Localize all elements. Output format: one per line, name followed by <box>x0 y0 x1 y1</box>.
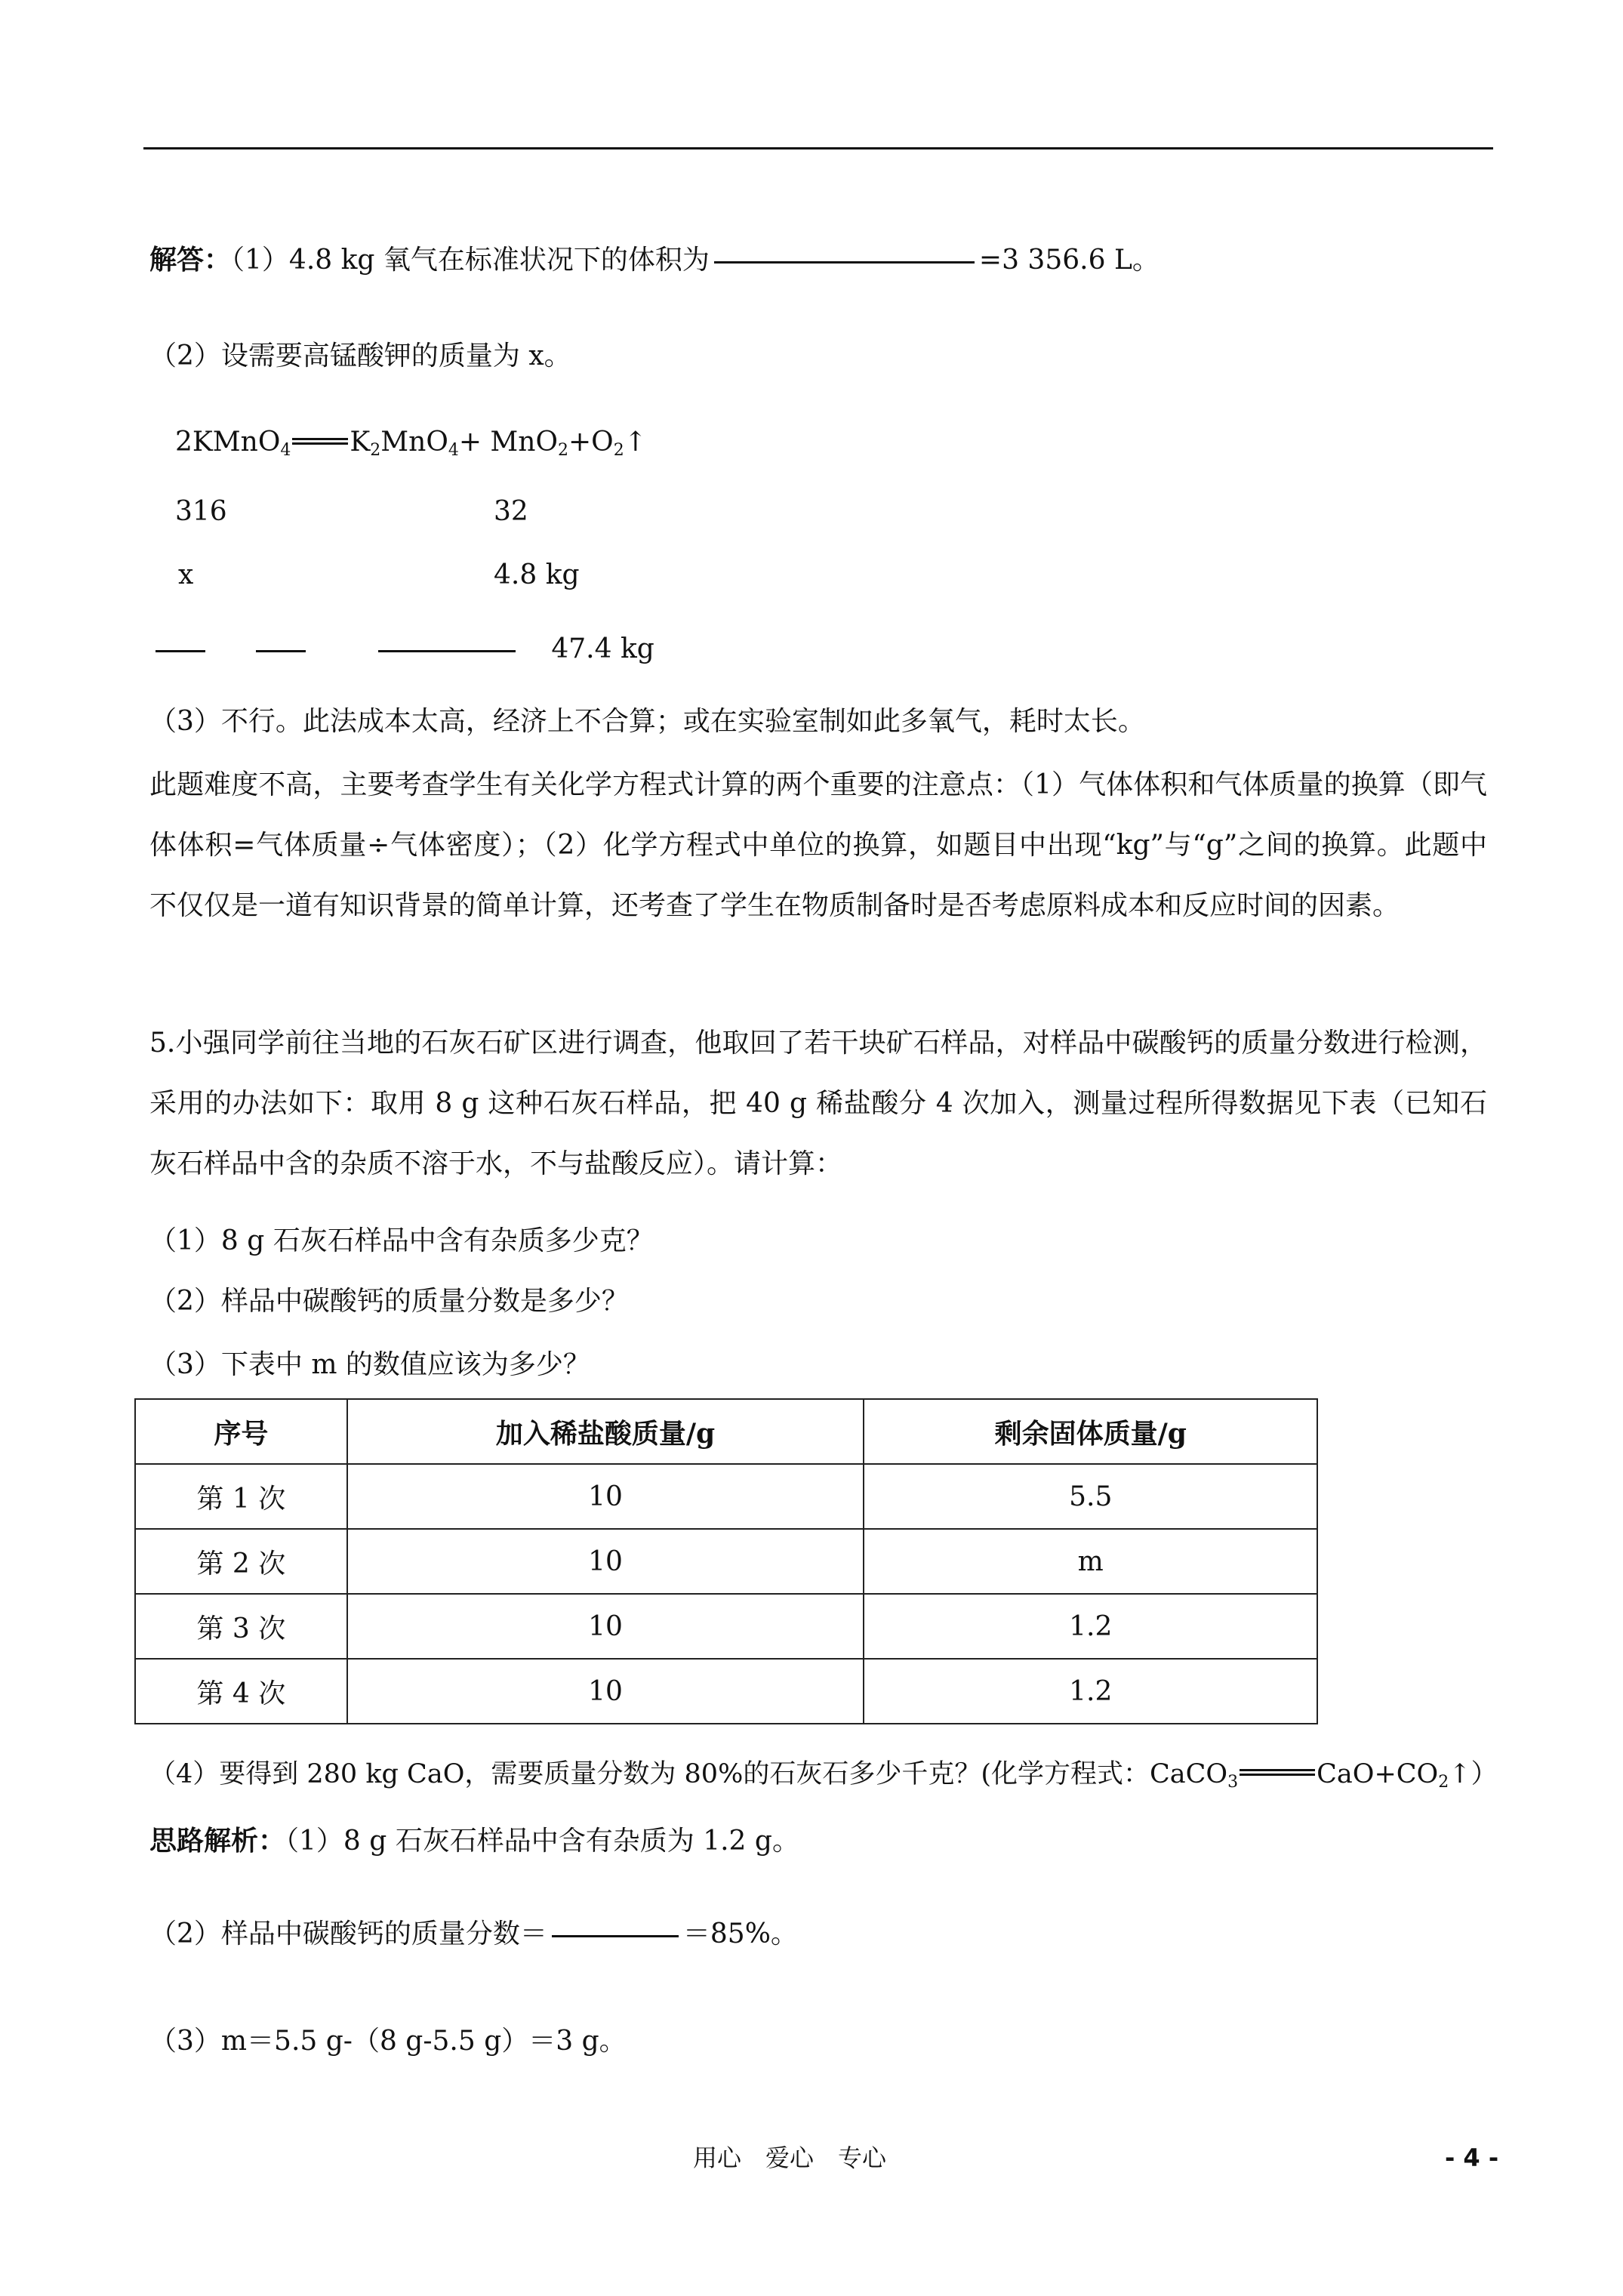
solution-label: 思路解析： <box>149 1825 286 1857</box>
table-cell: 5.5 <box>864 1464 1317 1529</box>
answer-result: 47.4 kg <box>551 633 654 664</box>
solution-s2-line <box>149 1918 798 1951</box>
table-header-row <box>135 1399 1317 1464</box>
table-cell: 10 <box>347 1659 864 1724</box>
fraction-bar <box>552 1935 679 1937</box>
molar-mass-right: 32 <box>494 496 528 527</box>
solution-s2-result: ＝85%。 <box>682 1918 798 1949</box>
up-arrow-icon: ↑） <box>1449 1759 1498 1789</box>
table-cell: 1.2 <box>864 1594 1317 1659</box>
table-header: 加入稀盐酸质量/g <box>347 1399 864 1464</box>
solution-s1-line <box>149 1824 799 1858</box>
equals-sign-icon <box>292 438 348 445</box>
chemical-equation: 2KMnO$_4$ $K_2MnO_4+$ $MnO_2+O_2↑$ <box>175 427 647 460</box>
fraction-bar <box>378 650 516 652</box>
table-cell: 1.2 <box>864 1659 1317 1724</box>
header-rule <box>143 147 1493 149</box>
variable-left: x <box>178 559 194 590</box>
problem5-q3: （3）下表中 m 的数值应该为多少？ <box>149 1349 590 1380</box>
solution-s3: （3）m＝5.5 g-（8 g-5.5 g）＝3 g。 <box>149 2026 627 2057</box>
table-row <box>135 1529 1317 1594</box>
table-cell: 10 <box>347 1594 864 1659</box>
table-row <box>135 1464 1317 1529</box>
table-row <box>135 1594 1317 1659</box>
table-header: 剩余固体质量/g <box>864 1399 1317 1464</box>
table-header: 序号 <box>135 1399 347 1464</box>
answer-q1-text: （1）4.8 kg 氧气在标准状况下的体积为 <box>231 245 710 276</box>
answer-q1-result: =3 356.6 L。 <box>978 245 1160 276</box>
fraction-bar <box>256 650 306 652</box>
answer-label: 解答： <box>149 244 232 276</box>
problem5-stem: 5.小强同学前往当地的石灰石矿区进行调查，他取回了若干块矿石样品，对样品中碳酸钙的质量分数进行检测，采用的办法如下：取用 8 g 这种石灰石样品，把 40 g 稀盐酸分 4 次加入，测量过程所得数据见下表（已知石灰石样品中含的杂质不溶于水，不与盐酸反应）。请计算： <box>149 1028 1487 1179</box>
page-number: - 4 - <box>1445 2143 1499 2172</box>
table-row <box>135 1659 1317 1724</box>
analysis-paragraph: 此题难度不高，主要考查学生有关化学方程式计算的两个重要的注意点：（1）气体体积和气体质量的换算（即气体体积=气体质量÷气体密度）；（2）化学方程式中单位的换算，如题目中出现“kg”与“g”之间的换算。此题中不仅仅是一道有知识背景的简单计算，还考查了学生在物质制备时是否考虑原料成本和反应时间的因素。 <box>149 769 1487 921</box>
footer-motto: 用心 爱心 专心 <box>693 2143 887 2172</box>
problem5-q4: （4）要得到 280 kg CaO，需要质量分数为 80%的石灰石多少千克？(化学方程式：CaCO$_3$ $CaO+CO_2↑$） <box>149 1759 1498 1792</box>
equals-sign-icon <box>1240 1769 1315 1776</box>
fraction-bar <box>714 261 975 264</box>
table-cell: 第 4 次 <box>135 1659 347 1724</box>
variable-right: 4.8 kg <box>494 559 580 590</box>
problem5-q2: （2）样品中碳酸钙的质量分数是多少？ <box>149 1286 629 1317</box>
solution-s2-text: （2）样品中碳酸钙的质量分数＝ <box>149 1918 547 1949</box>
table-cell: 10 <box>347 1464 864 1529</box>
data-table <box>134 1398 1318 1724</box>
answer-q2-text: （2）设需要高锰酸钾的质量为 x。 <box>149 341 571 371</box>
up-arrow-icon: ↑ <box>624 427 647 458</box>
solution-s1: （1）8 g 石灰石样品中含有杂质为 1.2 g。 <box>285 1826 799 1857</box>
answer-q3-text: （3）不行。此法成本太高，经济上不合算；或在实验室制如此多氧气，耗时太长。 <box>149 706 1145 737</box>
table-cell: 10 <box>347 1529 864 1594</box>
proportion-line <box>149 633 654 666</box>
problem5-q1: （1）8 g 石灰石样品中含有杂质多少克？ <box>149 1225 654 1256</box>
answer-q1-line <box>149 243 1160 277</box>
fraction-bar <box>156 650 205 652</box>
table-cell: 第 2 次 <box>135 1529 347 1594</box>
molar-mass-left: 316 <box>175 496 227 527</box>
table-cell: m <box>864 1529 1317 1594</box>
table-cell: 第 1 次 <box>135 1464 347 1529</box>
table-cell: 第 3 次 <box>135 1594 347 1659</box>
